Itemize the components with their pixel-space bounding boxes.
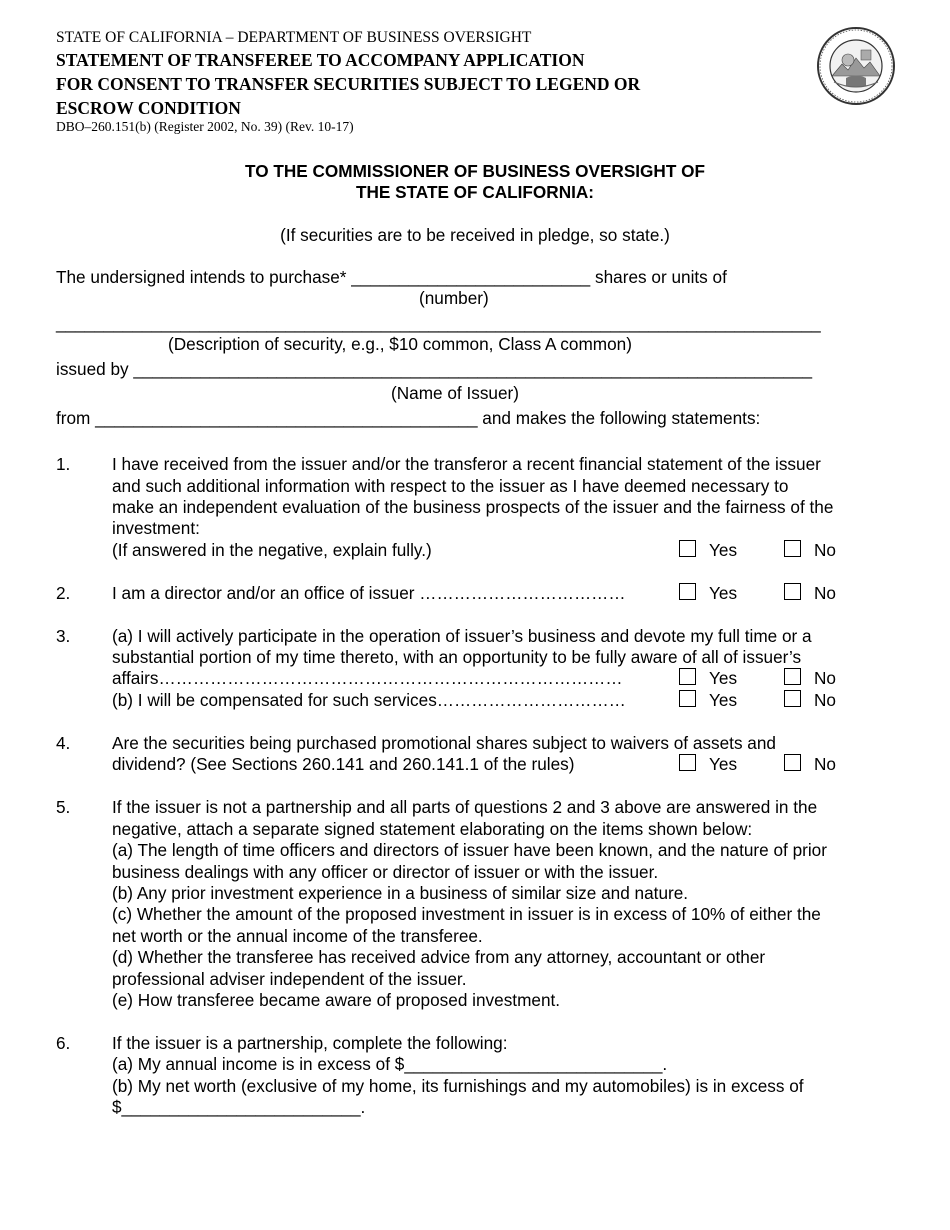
item-5-line-10: (e) How transferee became aware of proposed investment.	[112, 990, 561, 1010]
item-2-number: 2.	[56, 583, 71, 603]
item-3a-yes-checkbox[interactable]	[679, 668, 696, 685]
item-1-number: 1.	[56, 454, 71, 474]
item-6-number: 6.	[56, 1033, 71, 1053]
item-5-line-2: negative, attach a separate signed statement elaborating on the items shown below:	[112, 819, 753, 839]
security-description-field[interactable]: ________________________________________________________________________________	[56, 313, 821, 333]
form-title-line-1: STATEMENT OF TRANSFEREE TO ACCOMPANY APPLICATION	[56, 50, 585, 70]
addressee-line-2: THE STATE OF CALIFORNIA:	[355, 182, 595, 202]
number-caption: (number)	[419, 288, 489, 308]
pledge-note: (If securities are to be received in pledge, so state.)	[280, 225, 670, 245]
item-5-line-5: (b) Any prior investment experience in a business of similar size and nature.	[112, 883, 689, 903]
item-3-line-3: affairs………………………………………………………………………	[112, 668, 623, 688]
agency-line: STATE OF CALIFORNIA – DEPARTMENT OF BUSINESS OVERSIGHT	[56, 29, 532, 46]
item-4-number: 4.	[56, 733, 71, 753]
issued-by-label: issued by	[56, 359, 129, 379]
item-1-no-label: No	[814, 540, 836, 560]
description-caption: (Description of security, e.g., $10 common, Class A common)	[168, 334, 632, 354]
form-title-line-3: ESCROW CONDITION	[56, 98, 241, 118]
item-3a-no-label: No	[814, 668, 836, 688]
item-5-number: 5.	[56, 797, 71, 817]
item-6-line-3: (b) My net worth (exclusive of my home, its furnishings and my automobiles) is in excess of	[112, 1076, 804, 1096]
item-3-number: 3.	[56, 626, 71, 646]
item-3a-yes-label: Yes	[709, 668, 738, 688]
purchase-prefix: The undersigned intends to purchase*	[56, 267, 347, 287]
from-suffix: and makes the following statements:	[482, 408, 761, 428]
item-1-line-2: and such additional information with respect to the issuer as I have deemed necessary to	[112, 476, 789, 496]
transferor-field[interactable]: ________________________________________	[95, 408, 478, 428]
item-5-line-9: professional adviser independent of the issuer.	[112, 969, 467, 989]
state-seal-icon	[816, 26, 896, 106]
purchase-line	[56, 267, 727, 288]
item-5-line-3: (a) The length of time officers and directors of issuer have been known, and the nature of prior	[112, 840, 827, 860]
item-3b-yes-checkbox[interactable]	[679, 690, 696, 707]
item-1-yes-checkbox[interactable]	[679, 540, 696, 557]
item-4-no-checkbox[interactable]	[784, 754, 801, 771]
item-2-yes-checkbox[interactable]	[679, 583, 696, 600]
item-3b-yes-label: Yes	[709, 690, 738, 710]
item-4-yes-checkbox[interactable]	[679, 754, 696, 771]
item-3b-no-label: No	[814, 690, 836, 710]
purchase-suffix: shares or units of	[595, 267, 727, 287]
item-1-line-1: I have received from the issuer and/or the transferor a recent financial statement of the issuer	[112, 454, 821, 474]
item-1-line-5: (If answered in the negative, explain fully.)	[112, 540, 432, 560]
item-3-line-2: substantial portion of my time thereto, with an opportunity to be fully aware of all of issuer’s	[112, 647, 802, 667]
item-5-line-7: net worth or the annual income of the transferee.	[112, 926, 483, 946]
from-label: from	[56, 408, 91, 428]
item-5-line-6: (c) Whether the amount of the proposed investment in issuer is in excess of 10% of either the	[112, 904, 821, 924]
item-2-yes-label: Yes	[709, 583, 738, 603]
item-2-text: I am a director and/or an office of issuer ………………………………	[112, 583, 626, 603]
item-5-line-8: (d) Whether the transferee has received advice from any attorney, accountant or other	[112, 947, 766, 967]
addressee-line-1: TO THE COMMISSIONER OF BUSINESS OVERSIGHT OF	[245, 161, 705, 181]
item-2-no-checkbox[interactable]	[784, 583, 801, 600]
from-line	[56, 408, 760, 429]
issuer-name-field[interactable]: _______________________________________________________________________	[133, 359, 813, 379]
form-number: DBO–260.151(b) (Register 2002, No. 39) (Rev. 10-17)	[56, 119, 354, 134]
item-3b-no-checkbox[interactable]	[784, 690, 801, 707]
item-3-line-4: (b) I will be compensated for such services……………………………	[112, 690, 626, 710]
item-2-no-label: No	[814, 583, 836, 603]
item-3-line-1: (a) I will actively participate in the operation of issuer’s business and devote my full time or a	[112, 626, 812, 646]
item-3a-no-checkbox[interactable]	[784, 668, 801, 685]
item-4-line-1: Are the securities being purchased promotional shares subject to waivers of assets and	[112, 733, 776, 753]
issuer-caption: (Name of Issuer)	[391, 383, 519, 403]
item-5-line-1: If the issuer is not a partnership and all parts of questions 2 and 3 above are answered in the	[112, 797, 818, 817]
number-of-shares-field[interactable]: _________________________	[351, 267, 591, 287]
issued-by-line	[56, 359, 812, 380]
annual-income-field[interactable]: (a) My annual income is in excess of $___________________________.	[112, 1054, 668, 1074]
item-4-no-label: No	[814, 754, 836, 774]
item-1-yes-label: Yes	[709, 540, 738, 560]
form-title-line-2: FOR CONSENT TO TRANSFER SECURITIES SUBJECT TO LEGEND OR	[56, 74, 641, 94]
item-1-line-3: make an independent evaluation of the business prospects of the issuer and the fairness of the	[112, 497, 834, 517]
item-4-yes-label: Yes	[709, 754, 738, 774]
item-4-line-2: dividend? (See Sections 260.141 and 260.141.1 of the rules)	[112, 754, 575, 774]
item-1-line-4: investment:	[112, 518, 200, 538]
net-worth-field[interactable]: $_________________________.	[112, 1097, 366, 1117]
item-6-line-1: If the issuer is a partnership, complete the following:	[112, 1033, 508, 1053]
item-5-line-4: business dealings with any officer or director of issuer or with the issuer.	[112, 862, 659, 882]
item-1-no-checkbox[interactable]	[784, 540, 801, 557]
